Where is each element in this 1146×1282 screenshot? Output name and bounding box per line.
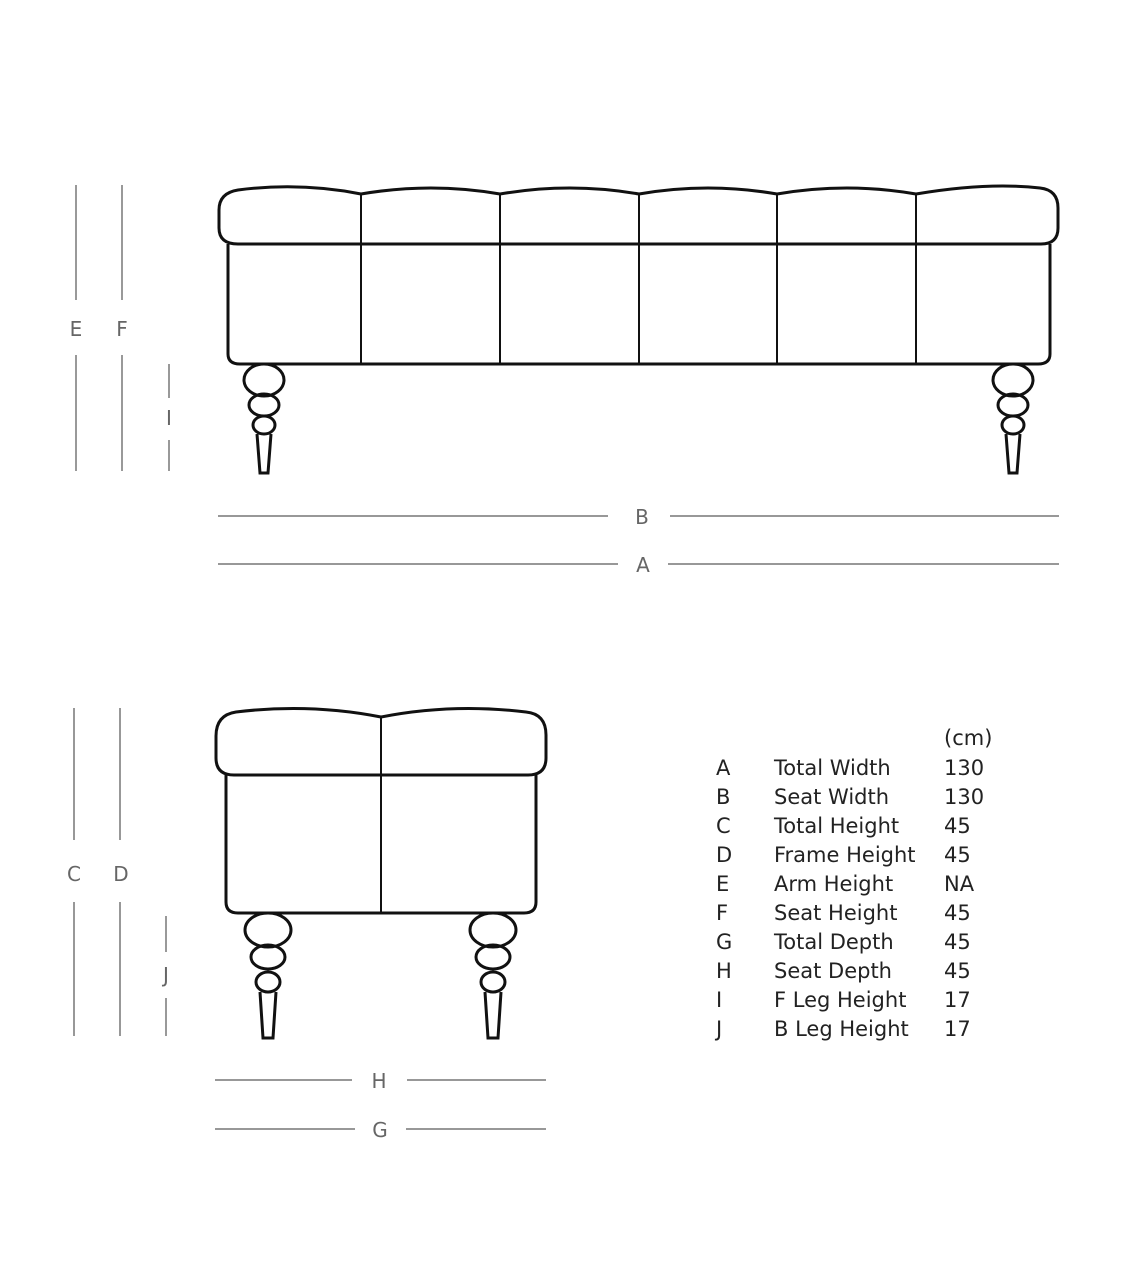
dim-label-g: G xyxy=(372,1118,388,1142)
spec-value: 130 xyxy=(944,756,985,780)
leg-bulb-top xyxy=(244,364,284,396)
spec-letter: D xyxy=(716,843,733,867)
leg-bulb-top xyxy=(245,913,291,947)
front-right-leg xyxy=(993,364,1033,473)
front-left-leg xyxy=(244,364,284,473)
spec-name: Seat Height xyxy=(774,901,898,925)
spec-value: 45 xyxy=(944,814,971,838)
spec-row xyxy=(716,812,992,841)
leg-bulb-bottom xyxy=(481,972,505,992)
dim-label-h: H xyxy=(371,1069,387,1093)
spec-row xyxy=(716,957,992,986)
spec-letter: B xyxy=(716,785,731,809)
dim-label-j: J xyxy=(163,963,169,987)
leg-bulb-middle xyxy=(476,945,510,969)
spec-value: 45 xyxy=(944,901,971,925)
leg-taper xyxy=(257,434,271,473)
spec-row xyxy=(716,1015,992,1044)
spec-row xyxy=(716,841,992,870)
side-view xyxy=(67,708,546,1142)
spec-value: NA xyxy=(944,872,975,896)
leg-bulb-middle xyxy=(251,945,285,969)
spec-name: Total Height xyxy=(774,814,900,838)
spec-value: 17 xyxy=(944,1017,971,1041)
dim-label-e: E xyxy=(69,317,83,341)
spec-row xyxy=(716,870,992,899)
spec-name: Seat Depth xyxy=(774,959,892,983)
spec-row xyxy=(716,986,992,1015)
spec-name: Frame Height xyxy=(774,843,916,867)
leg-taper xyxy=(260,992,276,1038)
spec-row xyxy=(716,899,992,928)
spec-unit-row xyxy=(716,722,992,754)
leg-taper xyxy=(485,992,501,1038)
side-right-leg xyxy=(470,913,516,1038)
leg-bulb-top xyxy=(993,364,1033,396)
spec-name: B Leg Height xyxy=(774,1017,909,1041)
dim-label-c: C xyxy=(67,862,81,886)
spec-value: 45 xyxy=(944,843,971,867)
spec-value: 17 xyxy=(944,988,971,1012)
dim-label-d: D xyxy=(113,862,129,886)
spec-row xyxy=(716,783,992,812)
spec-name: Total Depth xyxy=(774,930,894,954)
spec-row xyxy=(716,754,992,783)
front-cushion-tufting-lines xyxy=(361,194,916,244)
spec-row xyxy=(716,928,992,957)
leg-bulb-bottom xyxy=(256,972,280,992)
dim-label-a: A xyxy=(636,553,650,577)
spec-name: F Leg Height xyxy=(774,988,907,1012)
dimension-spec-table xyxy=(716,722,992,1044)
spec-letter: F xyxy=(716,901,729,925)
front-frame-panel-lines xyxy=(361,244,916,364)
spec-letter: C xyxy=(716,814,731,838)
leg-taper xyxy=(1006,434,1020,473)
dim-label-f: F xyxy=(116,317,128,341)
spec-unit-label: (cm) xyxy=(944,725,993,750)
spec-letter: H xyxy=(716,959,732,983)
spec-letter: I xyxy=(716,988,723,1012)
leg-bulb-top xyxy=(470,913,516,947)
spec-letter: G xyxy=(716,930,733,954)
spec-name: Total Width xyxy=(774,756,891,780)
front-view xyxy=(70,185,1059,577)
spec-name: Arm Height xyxy=(774,872,894,896)
spec-value: 45 xyxy=(944,930,971,954)
spec-letter: A xyxy=(716,756,731,780)
spec-value: 130 xyxy=(944,785,985,809)
dim-label-b: B xyxy=(635,505,649,529)
leg-bulb-bottom xyxy=(1002,416,1024,434)
spec-letter: E xyxy=(716,872,730,896)
spec-name: Seat Width xyxy=(774,785,890,809)
spec-value: 45 xyxy=(944,959,971,983)
dim-label-i: I xyxy=(166,406,172,430)
side-left-leg xyxy=(245,913,291,1038)
leg-bulb-bottom xyxy=(253,416,275,434)
spec-letter: J xyxy=(716,1017,723,1041)
